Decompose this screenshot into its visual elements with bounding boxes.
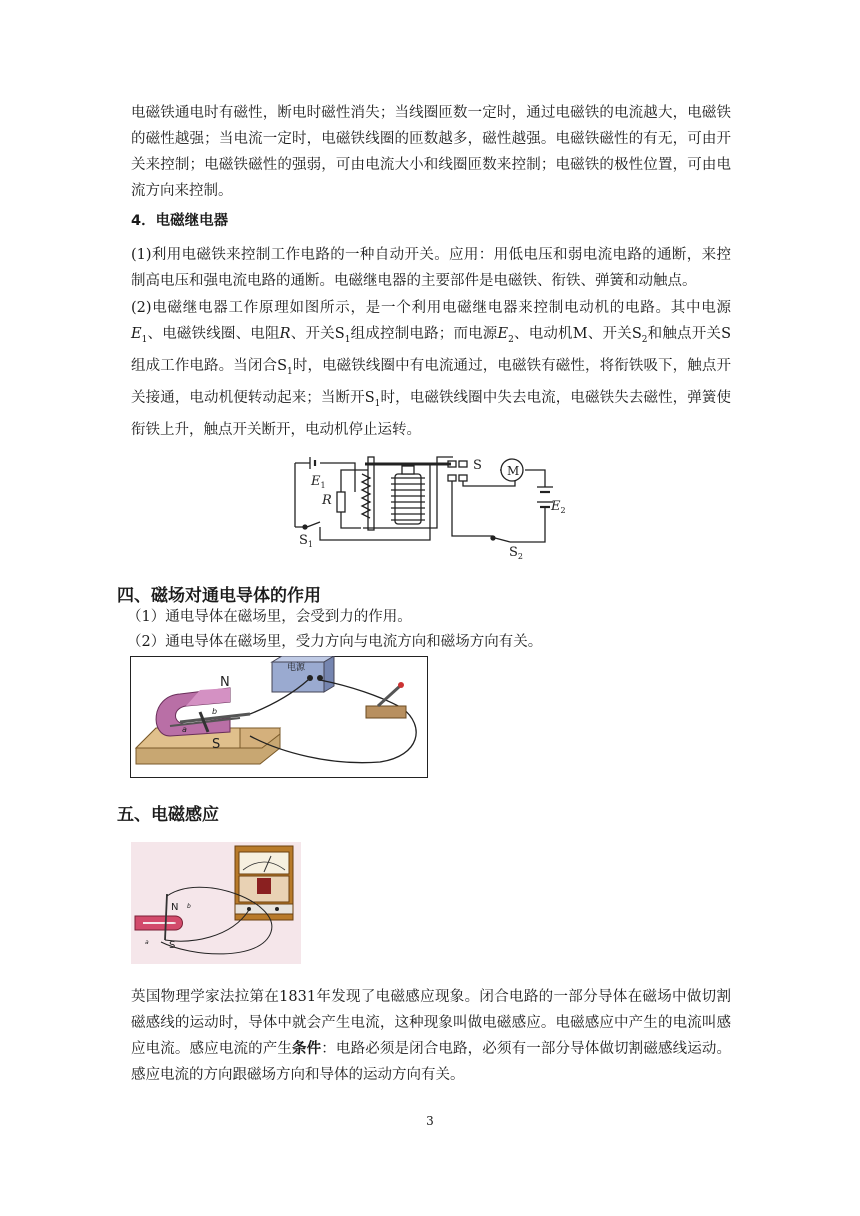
label-a: a (182, 725, 187, 734)
label-s: S (473, 458, 482, 473)
electromagnet-paragraph: 电磁铁通电时有磁性，断电时磁性消失；当线圈匝数一定时，通过电磁铁的电流越大，电磁铁的磁性越强；当电流一定时，电磁铁线圈的匝数越多，磁性越强。电磁铁磁性的有无，可由开关来控制；电磁铁磁性的强弱，可由电流大小和线圈匝数来控制；电磁铁的极性位置，可由电流方向来控制。 (131, 105, 731, 199)
label-b: b (212, 707, 218, 716)
label-s1: $S_1$ (299, 533, 313, 549)
switch-s1-blade (307, 522, 320, 527)
contact-s-lower-left (448, 475, 456, 481)
section-4-item-1: （1）通电导体在磁场里，会受到力的作用。 (127, 609, 412, 625)
label-n: N (220, 675, 230, 690)
induction-paragraph: 英国物理学家法拉第在1831年发现了电磁感应现象。闭合电路的一部分导体在磁场中做切割磁感线的运动时，导体中就会产生电流，这种现象叫做电磁感应。电磁感应中产生的电流叫感应电流。感应电流的产生条件：电路必须是闭合电路，必须有一部分导体做切割磁感线运动。感应电流的方向跟磁场方向和导体的运动方向有关。 (131, 989, 732, 1083)
switch-s1-contact (303, 525, 307, 529)
induction-figure (131, 842, 301, 964)
contact-s-upper-right (459, 461, 467, 467)
electromagnet (362, 457, 453, 530)
label-e2: $E_2$ (551, 499, 566, 515)
label-a-2: a (145, 939, 149, 946)
work-circuit (448, 459, 553, 542)
label-m: M (507, 464, 520, 478)
page-number: 3 (426, 1114, 434, 1128)
label-n-2: N (171, 902, 179, 913)
label-s: S (212, 737, 221, 752)
contact-s-lower-right (459, 475, 467, 481)
label-s2: $S_2$ (509, 545, 523, 561)
label-s-2: S (169, 940, 176, 951)
section-5-title: 五、电磁感应 (117, 805, 219, 825)
section-4-item-2: （2）通电导体在磁场里，受力方向与电流方向和磁场方向有关。 (127, 634, 543, 650)
section-4-title: 四、磁场对通电导体的作用 (117, 586, 321, 606)
relay-circuit-diagram (285, 452, 575, 562)
label-r: R (322, 493, 332, 508)
relay-heading: 4．电磁继电器 (131, 213, 229, 229)
switch-s2-blade (495, 538, 510, 542)
resistor-r (337, 492, 345, 512)
knife-switch (366, 706, 406, 718)
conductor-force-figure (130, 656, 428, 778)
label-e1: $E_1$ (311, 474, 326, 490)
switch-s2-contact (491, 536, 495, 540)
iron-core (395, 474, 421, 524)
diagram-labels (299, 458, 566, 561)
condition-bold: 条件 (292, 1040, 322, 1057)
label-b-2: b (187, 903, 191, 910)
relay-paragraph-1: (1)利用电磁铁来控制工作电路的一种自动开关。应用：用低电压和弱电流电路的通断，来控制高电压和强电流电路的通断。电磁继电器的主要部件是电磁铁、衔铁、弹簧和动触点。 (131, 247, 731, 289)
power-supply-label: 电源 (287, 663, 306, 673)
relay-paragraph-2: (2)电磁继电器工作原理如图所示，是一个利用电磁继电器来控制电动机的电路。其中电源$E_1$、电磁铁线圈、电阻R、开关$S_1$组成控制电路；而电源$E_2$、电动机M、开关$S_2$和触点开关S组成工作电路。当闭合$S_1$时，电磁铁线圈中有电流通过，电磁铁有磁性，将衔铁吸下，触点开关接通，电动机便转动起来；当断开$S_1$时，电磁铁线圈中失去电流，电磁铁失去磁性，弹簧使衔铁上升，触点开关断开，电动机停止运转。 (131, 300, 732, 438)
